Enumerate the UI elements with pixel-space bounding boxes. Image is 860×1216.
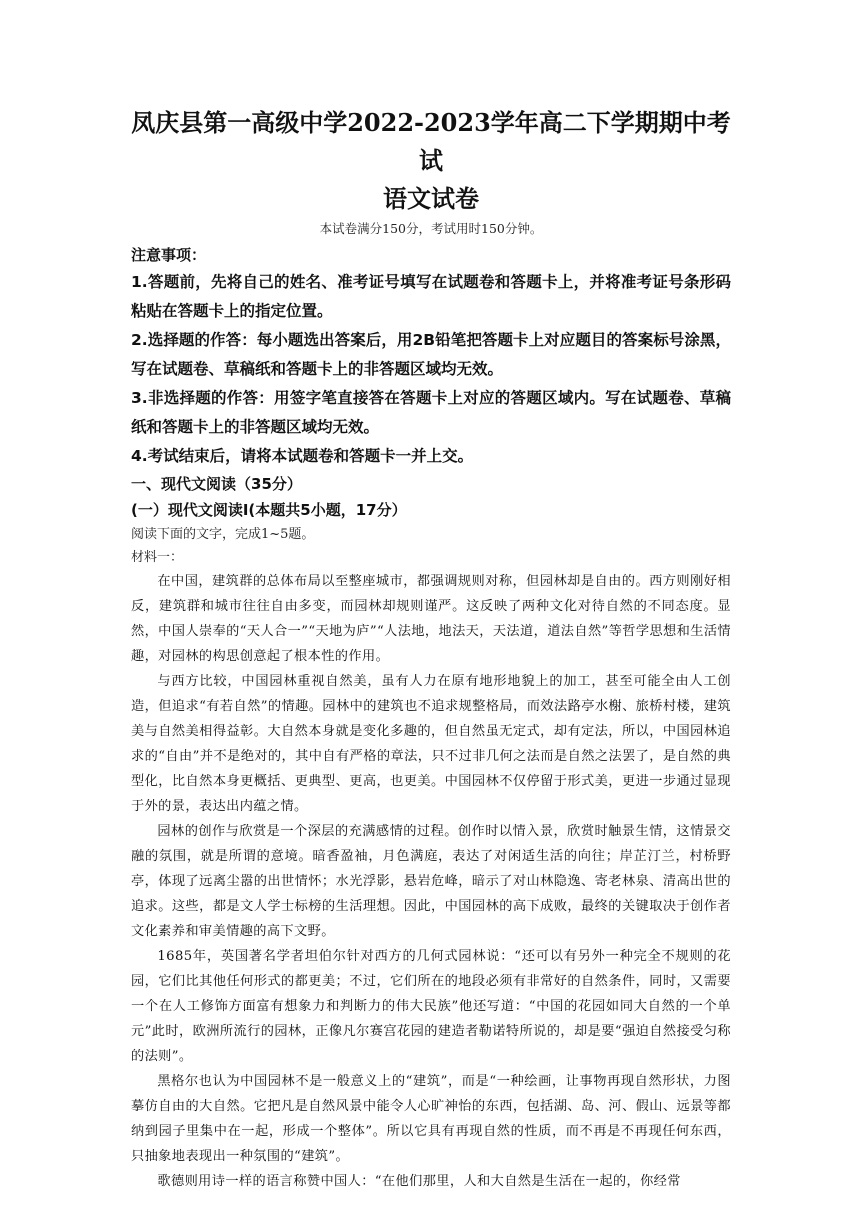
exam-content (131, 104, 731, 1194)
notice-item: 3.非选择题的作答：用签字笔直接答在答题卡上对应的答题区域内。写在试题卷、草稿纸和答题卡上的非答题区域均无效。 (131, 389, 731, 436)
passage-paragraph: 在中国，建筑群的总体布局以至整座城市，都强调规则对称，但园林却是自由的。西方则刚好相反，建筑群和城市往往自由多变，而园林却规则谨严。这反映了两种文化对待自然的不同态度。显然，中国人崇奉的“天人合一”“天地为庐”“人法地，地法天，天法道，道法自然”等哲学思想和生活情趣，对园林的构思创意起了根本性的作用。 (131, 574, 731, 664)
passage-paragraph: 园林的创作与欣赏是一个深层的充满感情的过程。创作时以情入景，欣赏时触景生情，这情景交融的氛围，就是所谓的意境。暗香盈袖，月色满庭，表达了对闲适生活的向往；岸芷汀兰，村桥野亭，体现了远离尘嚣的出世情怀；水光浮影，悬岩危峰，暗示了对山林隐逸、寄老林泉、清高出世的追求。这些，都是文人学士标榜的生活理想。因此，中国园林的高下成败，最终的关键取决于创作者文化素养和审美情趣的高下文野。 (131, 824, 731, 939)
passage-paragraph: 歌德则用诗一样的语言称赞中国人：“在他们那里，人和大自然是生活在一起的，你经常 (157, 1174, 681, 1189)
section-heading: 一、现代文阅读（35分） (131, 475, 302, 493)
notice-item: 2.选择题的作答：每小题选出答案后，用2B铅笔把答题卡上对应题目的答案标号涂黑，写在试题卷、草稿纸和答题卡上的非答题区域均无效。 (131, 331, 731, 378)
passage-paragraph: 与西方比较，中国园林重视自然美，虽有人力在原有地形地貌上的加工，甚至可能全由人工创造，但追求“有若自然”的情趣。园林中的建筑也不追求规整格局，而效法路亭水榭、旅桥村楼，建筑美与自然美相得益彰。大自然本身就是变化多趣的，但自然虽无定式，却有定法，所以，中国园林追求的“自由”并不是绝对的，其中自有严格的章法，只不过非几何之法而是自然之法罢了，是自然的典型化，比自然本身更概括、更典型、更高，也更美。中国园林不仅停留于形式美，更进一步通过显现于外的景，表达出内蕴之情。 (131, 674, 731, 814)
reading-instruction: 阅读下面的文字，完成1~5题。 (131, 527, 315, 542)
notice-item: 1.答题前，先将自己的姓名、准考证号填写在试题卷和答题卡上，并将准考证号条形码粘贴在答题卡上的指定位置。 (131, 273, 731, 320)
passage-paragraph: 黑格尔也认为中国园林不是一般意义上的“建筑”，而是“一种绘画，让事物再现自然形状，力图摹仿自由的大自然。它把凡是自然风景中能令人心旷神怡的东西，包括湖、岛、河、假山、远景等都纳到园子里集中在一起，形成一个整体”。所以它具有再现自然的性质，而不再是不再现任何东西，只抽象地表现出一种氛围的“建筑”。 (131, 1074, 731, 1164)
passage-paragraph: 1685年，英国著名学者坦伯尔针对西方的几何式园林说：“还可以有另外一种完全不规则的花园，它们比其他任何形式的都更美；不过，它们所在的地段必须有非常好的自然条件，同时，又需要一个在人工修饰方面富有想象力和判断力的伟大民族”他还写道：“中国的花园如同大自然的一个单元”此时，欧洲所流行的园林，正像凡尔赛宫花园的建造者勒诺特所说的，却是要“强迫自然接受匀称的法则”。 (131, 949, 731, 1064)
subsection-heading: (一）现代文阅读Ⅰ(本题共5小题，17分） (131, 501, 407, 519)
exam-title: 凤庆县第一高级中学2022-2023学年高二下学期期中考试 (131, 108, 731, 175)
notice-heading: 注意事项： (131, 246, 207, 264)
material-label: 材料一： (131, 550, 184, 565)
exam-info: 本试卷满分150分，考试用时150分钟。 (319, 221, 543, 236)
exam-title-line2: 语文试卷 (383, 184, 479, 213)
notice-item: 4.考试结束后，请将本试题卷和答题卡一并上交。 (131, 447, 474, 465)
